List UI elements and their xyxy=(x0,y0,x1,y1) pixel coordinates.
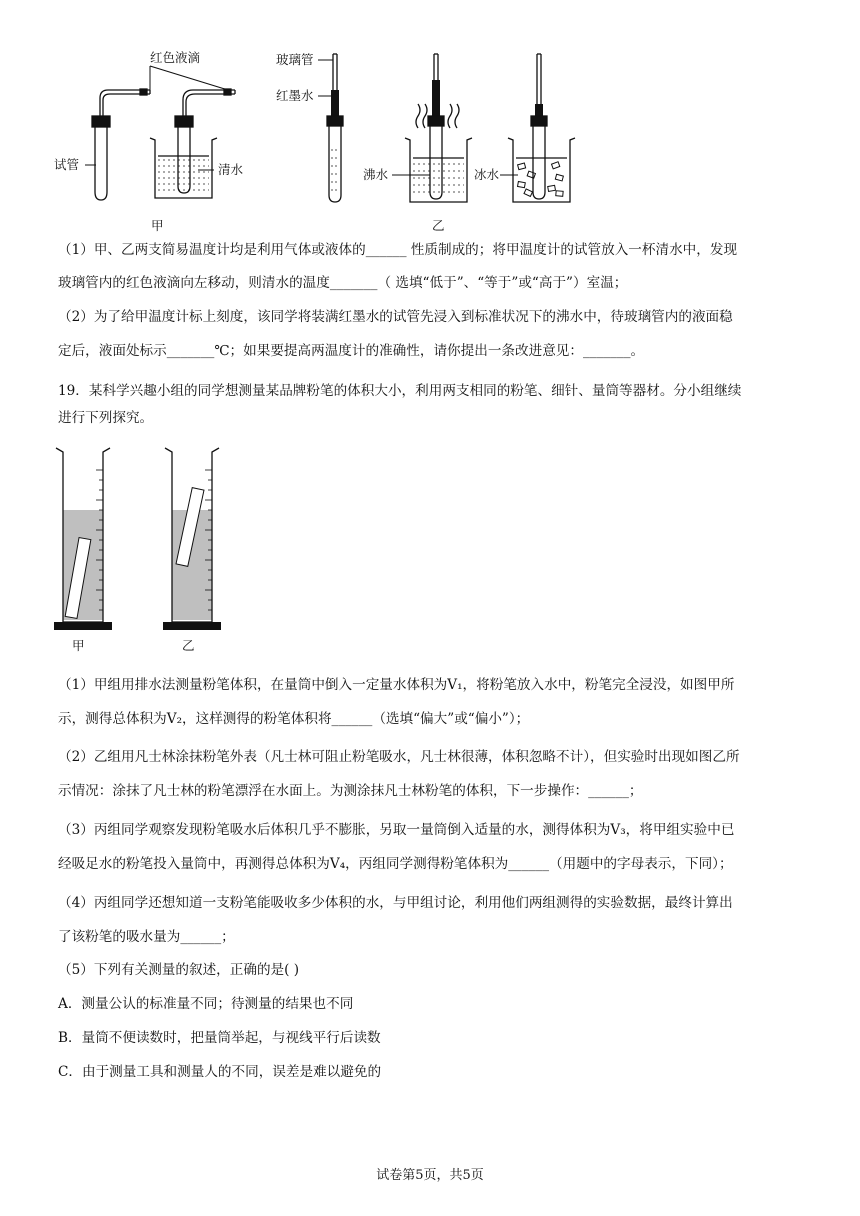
label-test-tube: 试管 xyxy=(54,157,80,172)
q19-option-c: C．由于测量工具和测量人的不同，误差是难以避免的 xyxy=(58,1064,382,1080)
caption-yi: 乙 xyxy=(432,218,445,233)
q19-part2-line1: （2）乙组用凡士林涂抹粉笔外表（凡士林可阻止粉笔吸水，凡士林很薄，体积忽略不计），但实验时出现如图乙所 xyxy=(58,749,740,765)
beaker-jia xyxy=(150,89,235,198)
q19-intro-line2: 进行下列探究。 xyxy=(58,410,154,426)
q19-option-b: B．量筒不便读数时，把量筒举起，与视线平行后读数 xyxy=(58,1030,381,1046)
q19-part2-line2: 示情况：涂抹了凡士林的粉笔漂浮在水面上。为测涂抹凡士林粉笔的体积，下一步操作：______； xyxy=(58,783,643,799)
beaker-boiling xyxy=(405,54,472,202)
test-tube-yi-left xyxy=(327,54,343,202)
label-clear-water: 清水 xyxy=(218,162,244,177)
q19-part1-line2: 示，测得总体积为V₂，这样测得的粉笔体积将______（选填“偏大”或“偏小”）； xyxy=(58,711,530,727)
label-red-ink: 红墨水 xyxy=(276,88,314,103)
beaker-ice xyxy=(508,54,575,202)
q19-part1-line1: （1）甲组用排水法测量粉笔体积，在量筒中倒入一定量水体积为V₁，将粉笔放入水中，粉笔完全浸没，如图甲所 xyxy=(58,677,735,693)
caption-cylinder-yi: 乙 xyxy=(182,638,195,653)
q18-part2-line2: 定后，液面处标示_______℃；如果要提高两温度计的准确性，请你提出一条改进意见：_______。 xyxy=(58,343,645,359)
q19-intro-line1: 19．某科学兴趣小组的同学想测量某品牌粉笔的体积大小，利用两支相同的粉笔、细针、量筒等器材。分小组继续 xyxy=(58,383,742,399)
q19-part3-line1: （3）丙组同学观察发现粉笔吸水后体积几乎不膨胀，另取一量筒倒入适量的水，测得体积为V₃，将甲组实验中已 xyxy=(58,822,735,838)
cylinder-jia xyxy=(54,448,112,630)
label-red-droplet: 红色液滴 xyxy=(150,50,201,65)
q18-part1-line2: 玻璃管内的红色液滴向左移动，则清水的温度_______（ 选填“低于”、“等于”或“高于”）室温； xyxy=(58,275,628,291)
thermometer-figure xyxy=(0,0,860,240)
label-ice-water: 冰水 xyxy=(474,167,500,182)
q18-part1-line1: （1）甲、乙两支简易温度计均是利用气体或液体的______ 性质制成的；将甲温度计的试管放入一杯清水中，发现 xyxy=(58,242,738,258)
cylinder-yi xyxy=(163,448,221,630)
label-glass-tube: 玻璃管 xyxy=(276,52,314,67)
q18-part2-line1: （2）为了给甲温度计标上刻度，该同学将装满红墨水的试管先浸入到标准状况下的沸水中，待玻璃管内的液面稳 xyxy=(58,309,733,325)
test-tube-jia-left xyxy=(92,89,150,200)
q19-part5: （5）下列有关测量的叙述，正确的是( ) xyxy=(58,962,300,978)
q19-part4-line1: （4）丙组同学还想知道一支粉笔能吸收多少体积的水，与甲组讨论，利用他们两组测得的实验数据，最终计算出 xyxy=(58,895,733,911)
cylinder-figure xyxy=(0,440,860,660)
label-boiling-water: 沸水 xyxy=(363,167,389,182)
q19-option-a: A．测量公认的标准量不同；待测量的结果也不同 xyxy=(58,996,354,1012)
q19-part3-line2: 经吸足水的粉笔投入量筒中，再测得总体积为V₄，丙组同学测得粉笔体积为______（用题中的字母表示，下同）； xyxy=(58,856,733,872)
caption-cylinder-jia: 甲 xyxy=(72,638,85,653)
page-footer: 试卷第5页，共5页 xyxy=(376,1168,484,1183)
caption-jia: 甲 xyxy=(151,218,164,233)
q19-part4-line2: 了该粉笔的吸水量为______； xyxy=(58,929,235,945)
